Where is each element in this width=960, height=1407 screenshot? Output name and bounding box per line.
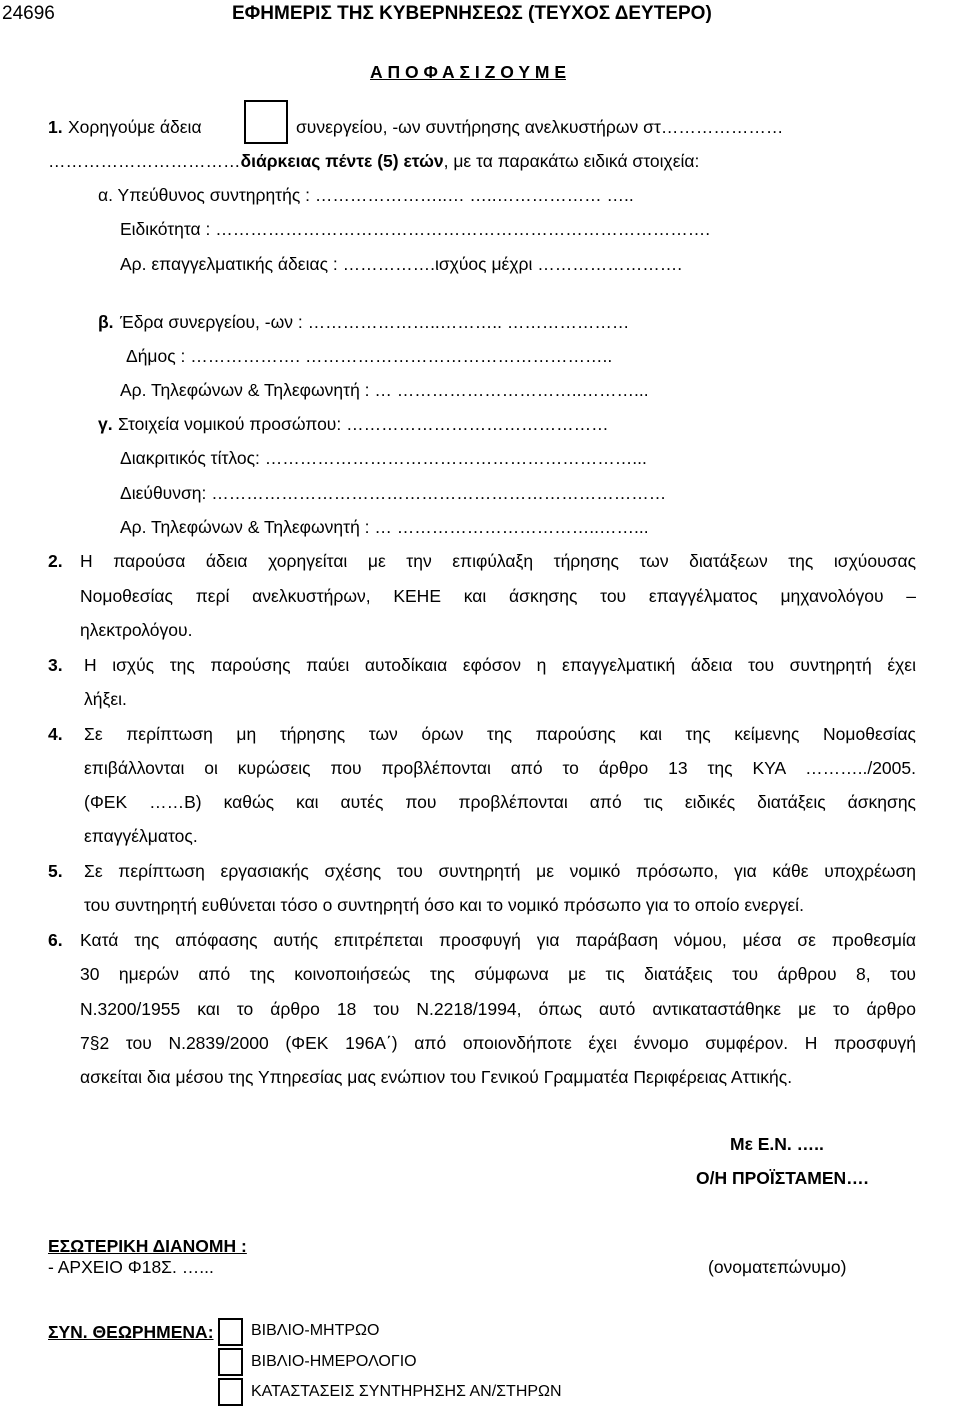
item-6-line: Ν.3200/1955 και το άρθρο 18 του Ν.2218/1994, όπως αυτό αντικαταστάθηκε με το άρθρο	[80, 999, 916, 1019]
municipality: Δήμος : ………………. ……………………………………………..	[126, 346, 613, 366]
item-4-line: επαγγέλματος.	[84, 826, 198, 846]
item-6-line: 7§2 του Ν.2839/2000 (ΦΕΚ 196Α΄) από οποιονδήποτε έχει έννομο συμφέρον. Η προσφυγή	[80, 1033, 916, 1053]
item-1-number: 1.	[48, 117, 63, 137]
item-6-line: 30 ημερών από της κοινοποιήσεώς της σύμφωνα με τις διατάξεις του άρθρου 8, του	[80, 964, 916, 984]
endorsed-checkbox[interactable]	[218, 1378, 243, 1406]
item-6-number: 6.	[48, 930, 63, 950]
item-3-line: Η ισχύς της παρούσης παύει αυτοδίκαια εφόσον η επαγγελματική άδεια του συντηρητή έχει	[84, 655, 916, 675]
legal-entity: Στοιχεία νομικού προσώπου: ………………………………………	[118, 414, 609, 434]
license-type-checkbox[interactable]	[244, 100, 288, 144]
item-4-line: Σε περίπτωση μη τήρησης των όρων της παρούσης και της κείμενης Νομοθεσίας	[84, 724, 916, 744]
duration-text: διάρκειας πέντε (5) ετών	[240, 151, 444, 171]
decision-heading: Α Π Ο Φ Α Σ Ι Ζ Ο Υ Μ Ε	[370, 62, 566, 82]
item-5-number: 5.	[48, 861, 63, 881]
workshop-phones: Αρ. Τηλεφώνων & Τηλεφωνητή : … …………………………..………...	[120, 380, 649, 400]
item-5-line: του συντηρητή ευθύνεται τόσο ο συντηρητή όσο και το νομικό πρόσωπο για το οποίο ενεργεί.	[84, 895, 804, 915]
signer-name-placeholder: (ονοματεπώνυμο)	[708, 1257, 847, 1277]
item-1-suffix: συνεργείου, -ων συντήρησης ανελκυστήρων στ…………………	[296, 117, 784, 137]
endorsed-checkbox[interactable]	[218, 1348, 243, 1376]
item-2-line: ηλεκτρολόγου.	[80, 620, 193, 640]
item-2-line: Η παρούσα άδεια χορηγείται με την επιφύλαξη τήρησης των διατάξεων της ισχύουσας	[80, 551, 916, 571]
item-1-line2-rest: , με τα παρακάτω ειδικά στοιχεία:	[443, 151, 700, 171]
item-2-number: 2.	[48, 551, 63, 571]
item-5-line: Σε περίπτωση εργασιακής σχέσης του συντηρητή με νομικό πρόσωπο, για κάθε υποχρέωση	[84, 861, 916, 881]
endorsed-checkbox[interactable]	[218, 1318, 243, 1346]
page-number: 24696	[2, 3, 55, 24]
gazette-title: ΕΦΗΜΕΡΙΣ ΤΗΣ ΚΥΒΕΡΝΗΣΕΩΣ (ΤΕΥΧΟΣ ΔΕΥΤΕΡΟ)	[232, 3, 712, 24]
signer-title: Ο/Η ΠΡΟΪΣΤΑΜΕΝ….	[696, 1168, 869, 1188]
distribution-title: ΕΣΩΤΕΡΙΚΗ ΔΙΑΝΟΜΗ :	[48, 1236, 247, 1256]
section-c-label: γ.	[98, 414, 113, 434]
protocol-number: Με Ε.Ν. …..	[730, 1134, 824, 1154]
item-4-line: επιβάλλονται οι κυρώσεις που προβλέπονται από το άρθρο 13 της ΚΥΑ ………../2005.	[84, 758, 916, 778]
section-b-label: β.	[98, 312, 114, 332]
item-4-number: 4.	[48, 724, 63, 744]
item-1-prefix: Χορηγούμε άδεια	[68, 117, 202, 137]
item-1-line2-dots: ……………………………	[48, 151, 241, 171]
workshop-seat: Έδρα συνεργείου, -ων : …………………..……….. …………………	[120, 312, 630, 332]
item-4-line: (ΦΕΚ ……Β) καθώς και αυτές που προβλέπονται από τις ειδικές διατάξεις άσκησης	[84, 792, 916, 812]
entity-phones: Αρ. Τηλεφώνων & Τηλεφωνητή : … ……………………………..……...	[120, 517, 649, 537]
item-1-line2	[48, 151, 699, 172]
item-3-number: 3.	[48, 655, 63, 675]
professional-license: Αρ. επαγγελματικής άδειας : …………….ισχύος μέχρι …………………….	[120, 254, 683, 274]
specialty: Ειδικότητα : ………………………………………………………………………….	[120, 219, 711, 239]
item-2-line: Νομοθεσίας περί ανελκυστήρων, ΚΕΗΕ και άσκησης του επαγγέλματος μηχανολόγου –	[80, 586, 916, 606]
endorsed-item: ΒΙΒΛΙΟ-ΗΜΕΡΟΛΟΓΙΟ	[251, 1353, 417, 1370]
distribution-item: - ΑΡΧΕΙΟ Φ18Σ. …...	[48, 1257, 214, 1277]
endorsed-item: ΚΑΤΑΣΤΑΣΕΙΣ ΣΥΝΤΗΡΗΣΗΣ ΑΝ/ΣΤΗΡΩΝ	[251, 1383, 562, 1400]
item-6-line: Κατά της απόφασης αυτής επιτρέπεται προσφυγή για παράβαση νόμου, μέσα σε προθεσμία	[80, 930, 916, 950]
address: Διεύθυνση: ……………………………………………………………………	[120, 483, 667, 503]
endorsed-title: ΣΥΝ. ΘΕΩΡΗΜΕΝΑ:	[48, 1322, 214, 1342]
item-6-line: ασκείται δια μέσου της Υπηρεσίας μας ενώπιον του Γενικού Γραμματέα Περιφέρειας Αττικής.	[80, 1067, 793, 1087]
endorsed-item: ΒΙΒΛΙΟ-ΜΗΤΡΩΟ	[251, 1322, 380, 1339]
item-3-line: λήξει.	[84, 689, 127, 709]
distinctive-title: Διακριτικός τίτλος: ………………………………………………………...	[120, 448, 647, 468]
responsible-technician: α. Υπεύθυνος συντηρητής : …………………..… …..……………… …..	[98, 185, 634, 205]
